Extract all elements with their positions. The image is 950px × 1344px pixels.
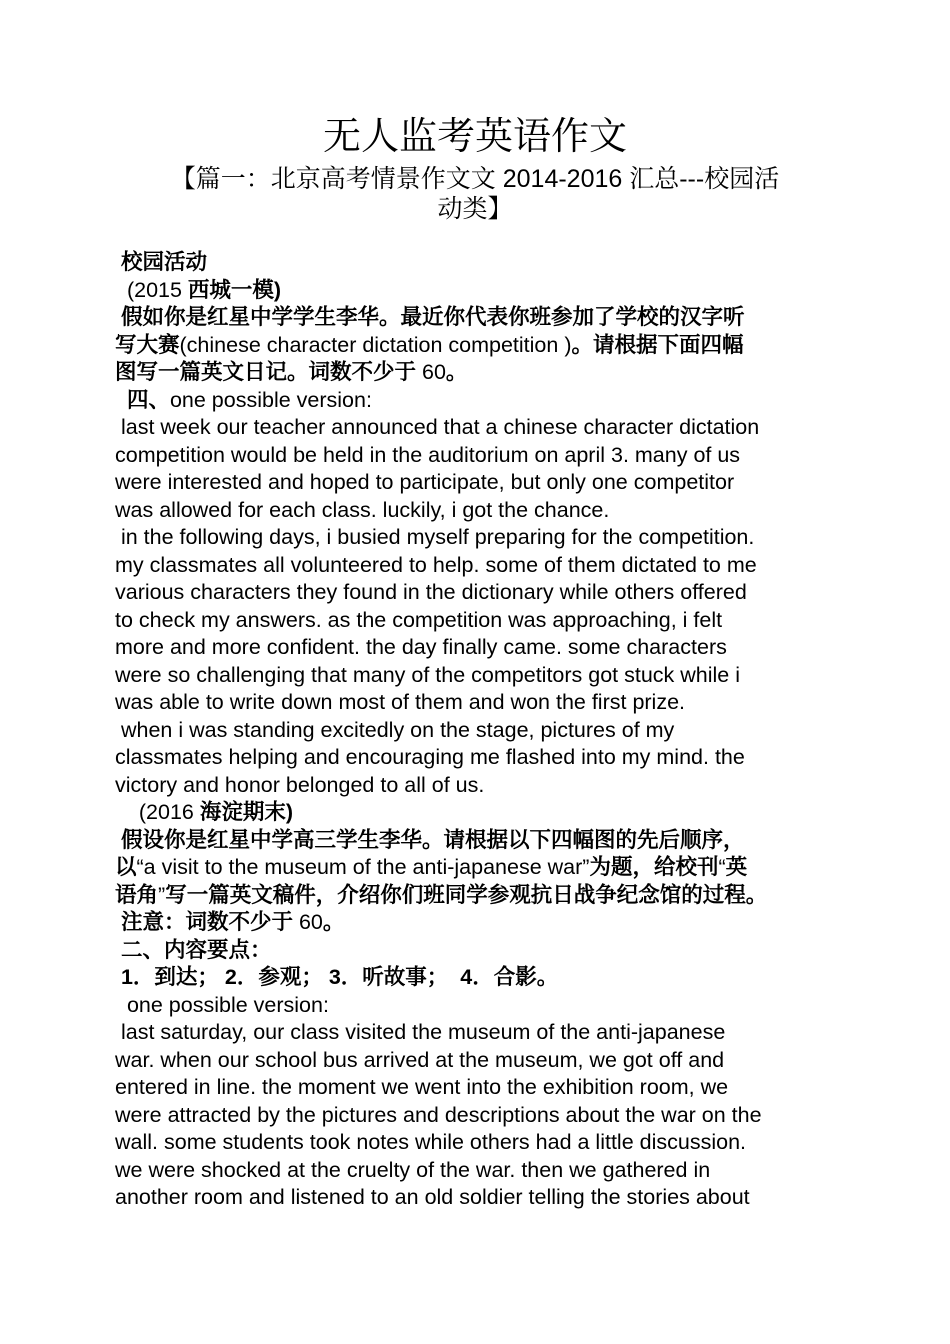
subtitle-line: 【篇一：北京高考情景作文文 2014-2016 汇总---校园活 <box>170 165 780 193</box>
text-line <box>115 359 845 387</box>
text-segment: 60 <box>421 360 446 384</box>
text-segment: various characters they found in the dictionary while others offered <box>115 580 747 604</box>
text-segment: 写大赛 <box>115 332 180 357</box>
text-segment: 以 <box>115 855 137 879</box>
text-line <box>115 992 845 1020</box>
text-line <box>115 799 845 827</box>
text-segment: 语角 <box>115 882 159 907</box>
text-segment: 二、内容要点： <box>115 937 272 962</box>
text-line <box>115 497 845 525</box>
text-line <box>115 277 845 305</box>
text-segment: another room and listened to an old soldier telling the stories about <box>115 1185 750 1209</box>
text-segment: to check my answers. as the competition was approaching, i felt <box>115 607 723 632</box>
text-segment: 假如你是红星中学学生李华。最近你代表你班参加了学校的汉字听 <box>115 305 745 329</box>
text-line <box>115 304 845 332</box>
text-segment: were interested and hoped to participate, but only one competitor <box>115 470 735 494</box>
text-segment: 注意：词数不少于 <box>115 910 299 934</box>
text-segment: wall. some students took notes while others had a little discussion. <box>115 1130 746 1154</box>
document-subtitle <box>115 164 835 224</box>
text-line <box>115 689 845 717</box>
text-segment: one possible version: <box>169 387 372 412</box>
text-segment: 海淀期末) <box>199 800 294 824</box>
text-segment: last week our teacher announced that a chinese character dictation <box>115 415 760 439</box>
text-line <box>115 717 845 745</box>
text-segment: 英 <box>725 855 748 879</box>
text-line <box>115 1019 845 1047</box>
text-segment: (chinese character dictation competition ) <box>179 332 572 357</box>
text-segment: 四、 <box>115 387 170 412</box>
text-segment: was allowed for each class. luckily, i got the chance. <box>115 497 610 522</box>
text-segment: entered in line. the moment we went into the exhibition room, we <box>115 1075 729 1099</box>
text-segment: (2016 <box>115 800 200 824</box>
text-line <box>115 937 845 965</box>
text-segment: (2015 <box>115 277 188 302</box>
text-segment: more and more confident. the day finally came. some characters <box>115 635 727 659</box>
text-line <box>115 827 845 855</box>
text-segment: one possible version: <box>115 992 329 1017</box>
text-line <box>115 882 845 910</box>
text-segment: last saturday, our class visited the museum of the anti-japanese <box>115 1020 726 1044</box>
text-line <box>115 854 845 882</box>
text-line <box>115 744 845 772</box>
text-segment: 60 <box>298 910 323 934</box>
text-segment: 为题，给校刊 <box>589 855 719 879</box>
text-line <box>115 249 845 277</box>
text-line <box>115 1102 845 1130</box>
text-segment: classmates helping and encouraging me flashed into my mind. the <box>115 745 745 769</box>
text-line <box>115 662 845 690</box>
text-line <box>115 1074 845 1102</box>
text-segment: competition would be held in the auditorium on april 3. many of us <box>115 442 741 467</box>
text-line <box>115 442 845 470</box>
document-title: 无人监考英语作文 <box>322 116 627 158</box>
text-line <box>115 1184 845 1212</box>
text-segment: 。请根据下面四幅 <box>571 332 744 357</box>
text-segment: 。 <box>322 910 345 934</box>
text-segment: 图写一篇英文日记。词数不少于 <box>115 360 422 384</box>
text-segment: 。 <box>445 360 468 384</box>
text-line <box>115 332 845 360</box>
text-segment: we were shocked at the cruelty of the war. then we gathered in <box>115 1157 711 1182</box>
text-segment: 写一篇英文稿件，介绍你们班同学参观抗日战争纪念馆的过程。 <box>165 882 768 907</box>
text-segment: ” <box>158 882 166 907</box>
text-line <box>115 1047 845 1075</box>
text-line <box>115 772 845 800</box>
document-body <box>115 249 845 1212</box>
text-line <box>115 469 845 497</box>
text-segment: war. when our school bus arrived at the museum, we got off and <box>115 1047 725 1072</box>
subtitle-line: 动类】 <box>437 195 513 223</box>
text-segment: was able to write down most of them and won the first prize. <box>115 690 686 714</box>
text-segment: in the following days, i busied myself preparing for the competition. <box>115 525 755 549</box>
text-segment: “a visit to the museum of the anti-japanese war” <box>136 855 590 879</box>
text-segment: 西城一模) <box>187 277 282 302</box>
text-segment: 校园活动 <box>115 250 207 274</box>
text-line <box>115 909 845 937</box>
text-segment: were attracted by the pictures and descriptions about the war on the <box>115 1102 762 1127</box>
text-line <box>115 607 845 635</box>
text-line <box>115 414 845 442</box>
text-line <box>115 552 845 580</box>
text-segment: 1．到达； 2．参观； 3．听故事； 4．合影。 <box>115 965 559 989</box>
text-segment: victory and honor belonged to all of us. <box>115 772 485 797</box>
text-segment: were so challenging that many of the competitors got stuck while i <box>115 662 741 687</box>
text-line <box>115 524 845 552</box>
text-segment: 假设你是红星中学高三学生李华。请根据以下四幅图的先后顺序， <box>115 827 745 852</box>
text-segment: when i was standing excitedly on the stage, pictures of my <box>115 717 675 742</box>
text-segment: my classmates all volunteered to help. some of them dictated to me <box>115 552 757 577</box>
text-line <box>115 579 845 607</box>
text-line <box>115 1129 845 1157</box>
text-line <box>115 1157 845 1185</box>
text-line <box>115 387 845 415</box>
text-line <box>115 634 845 662</box>
text-line <box>115 964 845 992</box>
text-segment: “ <box>718 855 726 879</box>
